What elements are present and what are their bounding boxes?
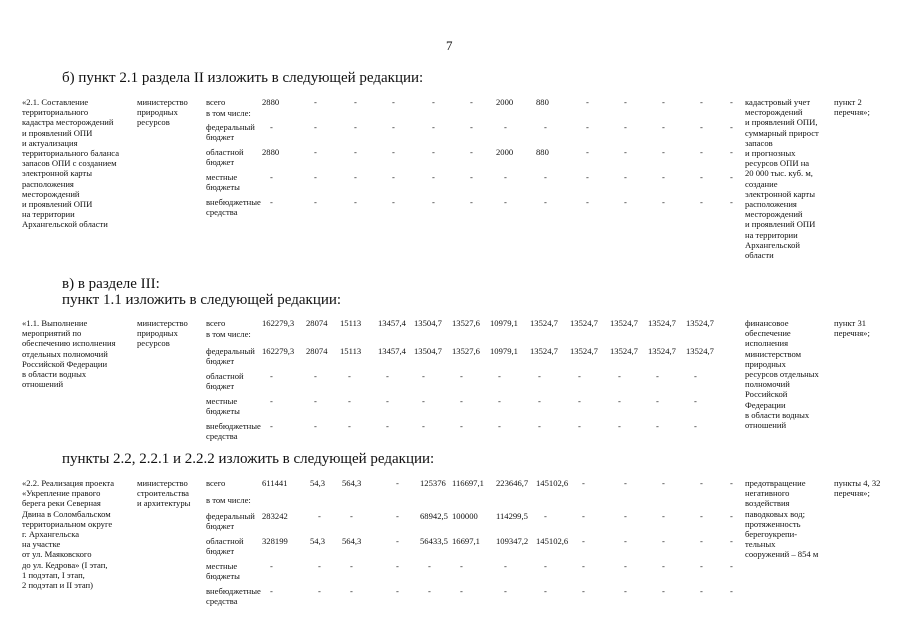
value-cell: 100000 (452, 511, 478, 521)
value-cell: - (582, 511, 585, 521)
value-cell: - (586, 122, 589, 132)
value-cell: 116697,1 (452, 478, 484, 488)
value-cell: - (662, 511, 665, 521)
reference: пункт 2 перечня»; (834, 97, 870, 118)
value-cell: - (318, 561, 321, 571)
value-cell: - (624, 536, 627, 546)
value-cell: - (314, 396, 317, 406)
value-cell: - (504, 561, 507, 571)
value-cell: 13457,4 (378, 318, 406, 328)
value-cell: 28074 (306, 346, 328, 356)
value-cell: 109347,2 (496, 536, 529, 546)
value-cell: 564,3 (342, 536, 362, 546)
funding-source-label: внебюджетные средства (206, 421, 261, 442)
value-cell: - (700, 511, 703, 521)
value-cell: 10979,1 (490, 318, 518, 328)
value-cell: - (432, 147, 435, 157)
value-cell: - (700, 147, 703, 157)
value-cell: - (700, 97, 703, 107)
value-cell: - (656, 371, 659, 381)
value-cell: 54,3 (310, 478, 326, 488)
value-cell: - (730, 172, 733, 182)
value-cell: - (270, 561, 273, 571)
funding-source-label: в том числе: (206, 495, 251, 505)
value-cell: - (314, 421, 317, 431)
value-cell: - (396, 561, 399, 571)
section-c-subheading: пункт 1.1 изложить в следующей редакции: (62, 292, 342, 308)
value-cell: - (662, 147, 665, 157)
value-cell: - (700, 586, 703, 596)
expected-result: кадастровый учет месторождений и проявлений ОПИ, суммарный прирост запасов и прогнозных ресурсов ОПИ на 20 000 тыс. куб. м, создание электронной карты расположения месторождений и проявлений ОПИ на территории Архангельской области (745, 97, 819, 261)
value-cell: 328199 (262, 536, 288, 546)
value-cell: 880 (536, 97, 549, 107)
value-cell: 56433,5 (420, 536, 448, 546)
value-cell: - (662, 561, 665, 571)
value-cell: - (498, 371, 501, 381)
reference: пункт 31 перечня»; (834, 318, 870, 339)
value-cell: 13527,6 (452, 346, 480, 356)
value-cell: - (432, 172, 435, 182)
funding-source-label: в том числе: (206, 329, 251, 339)
value-cell: - (354, 97, 357, 107)
value-cell: - (422, 396, 425, 406)
executor: министерство природных ресурсов (137, 318, 188, 349)
value-cell: - (544, 586, 547, 596)
value-cell: 13524,7 (686, 346, 714, 356)
value-cell: - (392, 147, 395, 157)
value-cell: - (428, 586, 431, 596)
value-cell: - (460, 561, 463, 571)
value-cell: - (428, 561, 431, 571)
funding-source-label: всего (206, 478, 226, 488)
value-cell: - (586, 172, 589, 182)
value-cell: - (700, 478, 703, 488)
reference: пункты 4, 32 перечня»; (834, 478, 881, 499)
value-cell: 2880 (262, 97, 280, 107)
value-cell: 16697,1 (452, 536, 480, 546)
value-cell: - (662, 586, 665, 596)
value-cell: - (578, 371, 581, 381)
funding-source-label: федеральный бюджет (206, 122, 255, 143)
value-cell: - (350, 561, 353, 571)
funding-source-label: всего (206, 97, 226, 107)
value-cell: - (318, 511, 321, 521)
value-cell: - (314, 97, 317, 107)
value-cell: - (354, 197, 357, 207)
value-cell: - (624, 147, 627, 157)
value-cell: - (730, 586, 733, 596)
value-cell: - (624, 97, 627, 107)
value-cell: - (538, 421, 541, 431)
value-cell: - (582, 536, 585, 546)
value-cell: - (538, 371, 541, 381)
value-cell: - (504, 122, 507, 132)
section-c-heading: в) в разделе III: (62, 276, 160, 292)
value-cell: - (586, 147, 589, 157)
value-cell: - (538, 396, 541, 406)
funding-source-label: местные бюджеты (206, 561, 240, 582)
value-cell: - (270, 197, 273, 207)
value-cell: - (460, 396, 463, 406)
value-cell: - (730, 122, 733, 132)
value-cell: - (460, 586, 463, 596)
value-cell: - (624, 586, 627, 596)
value-cell: - (470, 122, 473, 132)
value-cell: - (618, 371, 621, 381)
value-cell: 13524,7 (648, 318, 676, 328)
value-cell: - (396, 536, 399, 546)
value-cell: - (504, 586, 507, 596)
value-cell: - (314, 172, 317, 182)
value-cell: - (432, 122, 435, 132)
value-cell: - (730, 561, 733, 571)
value-cell: - (422, 421, 425, 431)
value-cell: 13504,7 (414, 346, 442, 356)
value-cell: 13524,7 (530, 318, 558, 328)
value-cell: - (618, 421, 621, 431)
value-cell: - (544, 511, 547, 521)
value-cell: - (354, 172, 357, 182)
value-cell: - (700, 172, 703, 182)
value-cell: - (318, 586, 321, 596)
value-cell: - (730, 97, 733, 107)
value-cell: - (470, 147, 473, 157)
value-cell: - (354, 122, 357, 132)
value-cell: 13524,7 (686, 318, 714, 328)
value-cell: 114299,5 (496, 511, 528, 521)
value-cell: - (694, 371, 697, 381)
value-cell: 13524,7 (648, 346, 676, 356)
value-cell: - (392, 197, 395, 207)
value-cell: - (730, 536, 733, 546)
value-cell: - (662, 536, 665, 546)
executor: министерство строительства и архитектуры (137, 478, 191, 509)
value-cell: - (314, 197, 317, 207)
value-cell: - (354, 147, 357, 157)
value-cell: 223646,7 (496, 478, 529, 488)
activity-name: «1.1. Выполнение мероприятий по обеспечению исполнения отдельных полномочий Российской Федерации в области водных отношений (22, 318, 116, 390)
value-cell: 2880 (262, 147, 280, 157)
value-cell: 162279,3 (262, 346, 295, 356)
value-cell: - (392, 172, 395, 182)
funding-source-label: областной бюджет (206, 536, 244, 557)
value-cell: - (586, 97, 589, 107)
value-cell: - (498, 396, 501, 406)
value-cell: - (700, 536, 703, 546)
value-cell: - (662, 97, 665, 107)
expected-result: финансовое обеспечение исполнения министерством природных ресурсов отдельных полномочий Российской Федерации в области водных отношений (745, 318, 819, 431)
value-cell: - (624, 172, 627, 182)
value-cell: - (314, 122, 317, 132)
value-cell: - (730, 147, 733, 157)
value-cell: - (498, 421, 501, 431)
value-cell: 162279,3 (262, 318, 295, 328)
value-cell: - (694, 421, 697, 431)
value-cell: - (270, 421, 273, 431)
value-cell: 13524,7 (610, 318, 638, 328)
value-cell: - (730, 197, 733, 207)
value-cell: - (700, 122, 703, 132)
funding-source-label: областной бюджет (206, 371, 244, 392)
value-cell: 68942,5 (420, 511, 448, 521)
section-d-heading: пункты 2.2, 2.2.1 и 2.2.2 изложить в следующей редакции: (62, 451, 435, 467)
value-cell: 283242 (262, 511, 288, 521)
value-cell: - (504, 172, 507, 182)
expected-result: предотвращение негативного воздействия паводковых вод; протяженность берегоукрепи- тельных сооружений – 854 м (745, 478, 819, 560)
funding-source-label: местные бюджеты (206, 396, 240, 417)
value-cell: - (624, 478, 627, 488)
value-cell: - (350, 511, 353, 521)
value-cell: - (544, 122, 547, 132)
value-cell: - (730, 511, 733, 521)
value-cell: - (470, 172, 473, 182)
value-cell: - (504, 197, 507, 207)
value-cell: 15113 (340, 318, 362, 328)
value-cell: - (582, 561, 585, 571)
value-cell: - (314, 147, 317, 157)
value-cell: - (432, 97, 435, 107)
value-cell: - (348, 371, 351, 381)
value-cell: 10979,1 (490, 346, 518, 356)
executor: министерство природных ресурсов (137, 97, 188, 128)
value-cell: - (314, 371, 317, 381)
value-cell: - (392, 122, 395, 132)
value-cell: 880 (536, 147, 549, 157)
value-cell: - (578, 396, 581, 406)
value-cell: - (694, 396, 697, 406)
value-cell: 13524,7 (570, 346, 598, 356)
value-cell: - (270, 396, 273, 406)
value-cell: - (582, 478, 585, 488)
value-cell: - (582, 586, 585, 596)
funding-source-label: внебюджетные средства (206, 586, 261, 607)
value-cell: 145102,6 (536, 536, 569, 546)
value-cell: - (270, 586, 273, 596)
funding-source-label: всего (206, 318, 226, 328)
value-cell: - (432, 197, 435, 207)
value-cell: - (460, 371, 463, 381)
value-cell: - (270, 172, 273, 182)
value-cell: - (348, 421, 351, 431)
value-cell: - (544, 197, 547, 207)
value-cell: 2000 (496, 147, 514, 157)
value-cell: - (662, 478, 665, 488)
value-cell: - (270, 371, 273, 381)
value-cell: 28074 (306, 318, 328, 328)
value-cell: - (624, 122, 627, 132)
value-cell: - (662, 172, 665, 182)
value-cell: - (544, 172, 547, 182)
value-cell: - (578, 421, 581, 431)
value-cell: - (348, 396, 351, 406)
activity-name: «2.2. Реализация проекта «Укрепление правого берега реки Северная Двина в Соломбальском территориальном округе г. Архангельска на участке от ул. Маяковского до ул. Кедрова» (I этап, 1 подэтап, I этап, 2 подэтап и II этап) (22, 478, 115, 591)
value-cell: 13504,7 (414, 318, 442, 328)
section-b-heading: б) пункт 2.1 раздела II изложить в следующей редакции: (62, 70, 424, 86)
value-cell: 13457,4 (378, 346, 406, 356)
value-cell: 13524,7 (570, 318, 598, 328)
value-cell: - (624, 197, 627, 207)
value-cell: 13524,7 (610, 346, 638, 356)
value-cell: 145102,6 (536, 478, 569, 488)
funding-source-label: внебюджетные средства (206, 197, 261, 218)
activity-name: «2.1. Составление территориального кадастра месторождений и проявлений ОПИ и актуализация территориального баланса запасов ОПИ с созданием электронной карты расположения месторождений и проявлений ОПИ на территории Архангельской области (22, 97, 120, 230)
value-cell: 15113 (340, 346, 362, 356)
value-cell: - (386, 371, 389, 381)
value-cell: - (624, 511, 627, 521)
value-cell: - (700, 197, 703, 207)
value-cell: - (662, 122, 665, 132)
value-cell: - (396, 586, 399, 596)
value-cell: - (624, 561, 627, 571)
value-cell: - (386, 421, 389, 431)
page-number: 7 (446, 38, 453, 53)
value-cell: 13527,6 (452, 318, 480, 328)
value-cell: 564,3 (342, 478, 362, 488)
value-cell: - (350, 586, 353, 596)
value-cell: - (270, 122, 273, 132)
value-cell: - (662, 197, 665, 207)
value-cell: - (386, 396, 389, 406)
value-cell: - (392, 97, 395, 107)
funding-source-label: федеральный бюджет (206, 346, 255, 367)
value-cell: - (586, 197, 589, 207)
value-cell: - (396, 511, 399, 521)
value-cell: - (470, 97, 473, 107)
value-cell: - (700, 561, 703, 571)
value-cell: 2000 (496, 97, 514, 107)
value-cell: - (460, 421, 463, 431)
value-cell: - (396, 478, 399, 488)
funding-source-label: местные бюджеты (206, 172, 240, 193)
value-cell: 611441 (262, 478, 288, 488)
value-cell: - (470, 197, 473, 207)
value-cell: - (544, 561, 547, 571)
value-cell: 13524,7 (530, 346, 558, 356)
funding-source-label: областной бюджет (206, 147, 244, 168)
value-cell: - (656, 421, 659, 431)
value-cell: - (656, 396, 659, 406)
value-cell: - (730, 478, 733, 488)
value-cell: - (618, 396, 621, 406)
funding-source-label: в том числе: (206, 108, 251, 118)
value-cell: - (422, 371, 425, 381)
value-cell: 54,3 (310, 536, 326, 546)
value-cell: 125376 (420, 478, 446, 488)
funding-source-label: федеральный бюджет (206, 511, 255, 532)
